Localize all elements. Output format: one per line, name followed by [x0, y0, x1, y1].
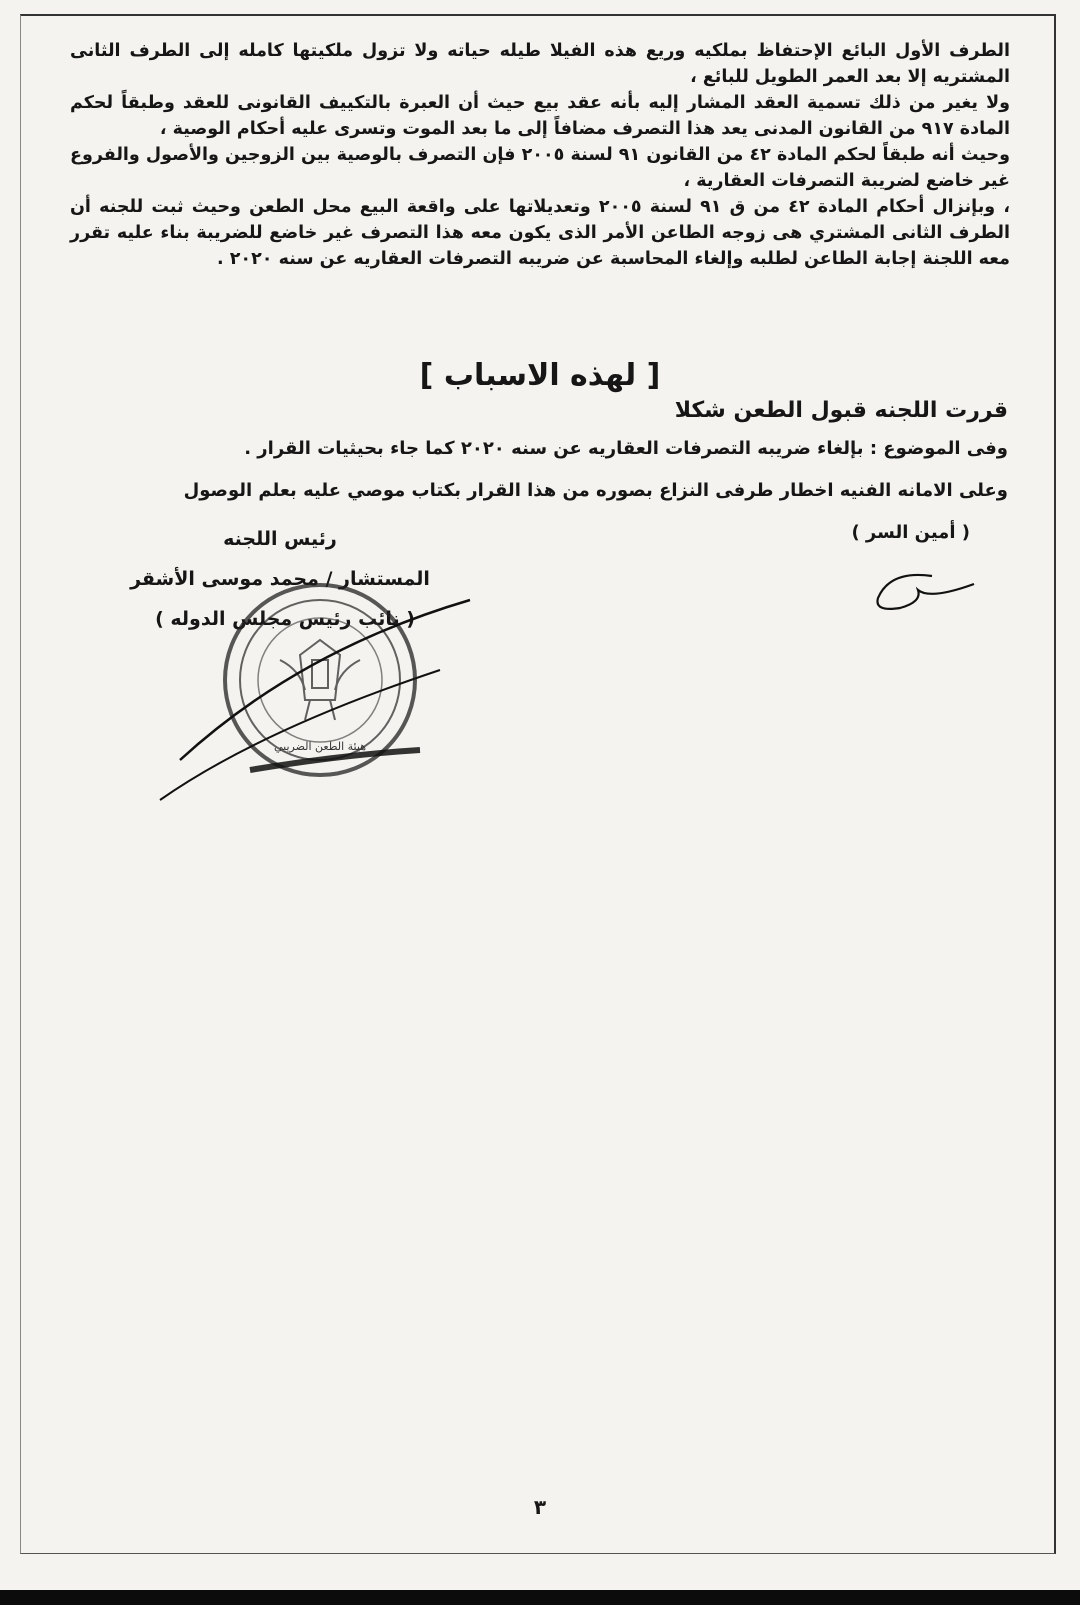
decision-subject: وفى الموضوع : بإلغاء ضريبه التصرفات العقاريه عن سنه ٢٠٢٠ كما جاء بحيثيات القرار . [244, 438, 1008, 459]
paragraph-4: ، وبإنزال أحكام المادة ٤٢ من ق ٩١ لسنة ٢٠٠٥ وتعديلاتها على واقعة البيع محل الطعن وحيث ثبت للجنه أن الطرف الثانى المشتري هى زوجه الطاعن الأمر الذى يكون معه هذا التصرف غير خاضع للضريبة بناء عليه تقرر معه اللجنة إجابة الطاعن لطلبه وإلغاء المحاسبة عن ضريبه التصرفات العقاريه عن سنه ٢٠٢٠ . [70, 197, 1010, 269]
official-seal [140, 560, 490, 820]
scan-edge-bar [0, 1590, 1080, 1605]
secretary-label: ( أمين السر ) [851, 522, 970, 543]
page-number: ٣ [533, 1495, 547, 1519]
decision-title: قررت اللجنه قبول الطعن شكلا [674, 398, 1008, 423]
secretary-signature [870, 568, 980, 618]
president-position: ( نائب رئيس مجلس الدوله ) [155, 608, 415, 630]
decision-notice: وعلى الامانه الفنيه اخطار طرفى النزاع بصوره من هذا القرار بكتاب موصي عليه بعلم الوصول [183, 480, 1008, 501]
body-text [70, 38, 1010, 272]
paragraph-1: الطرف الأول البائع الإحتفاظ بملكيه وريع هذه الفيلا طيله حياته ولا تزول ملكيتها كامله إلى الطرف الثانى المشتريه إلا بعد العمر الطويل للبائع ، [70, 41, 1010, 87]
paragraph-3: وحيث أنه طبقاً لحكم المادة ٤٢ من القانون ٩١ لسنة ٢٠٠٥ فإن التصرف بالوصية بين الزوجين والأصول والفروع غير خاضع لضريبة التصرفات العقارية ، [70, 145, 1010, 191]
paragraph-2: ولا يغير من ذلك تسمية العقد المشار إليه بأنه عقد بيع حيث أن العبرة بالتكييف القانونى للعقد وطبقاً لحكم المادة ٩١٧ من القانون المدنى يعد هذا التصرف مضافاً إلى ما بعد الموت وتسرى عليه أحكام الوصية ، [70, 93, 1010, 139]
president-name: المستشار / محمد موسى الأشقر [130, 568, 430, 590]
eagle-emblem-icon [280, 640, 360, 720]
president-title: رئيس اللجنه [223, 528, 337, 550]
reasons-heading: [ لهذه الاسباب ] [419, 358, 661, 393]
seal-text: هيئة الطعن الضريبي [273, 740, 367, 753]
